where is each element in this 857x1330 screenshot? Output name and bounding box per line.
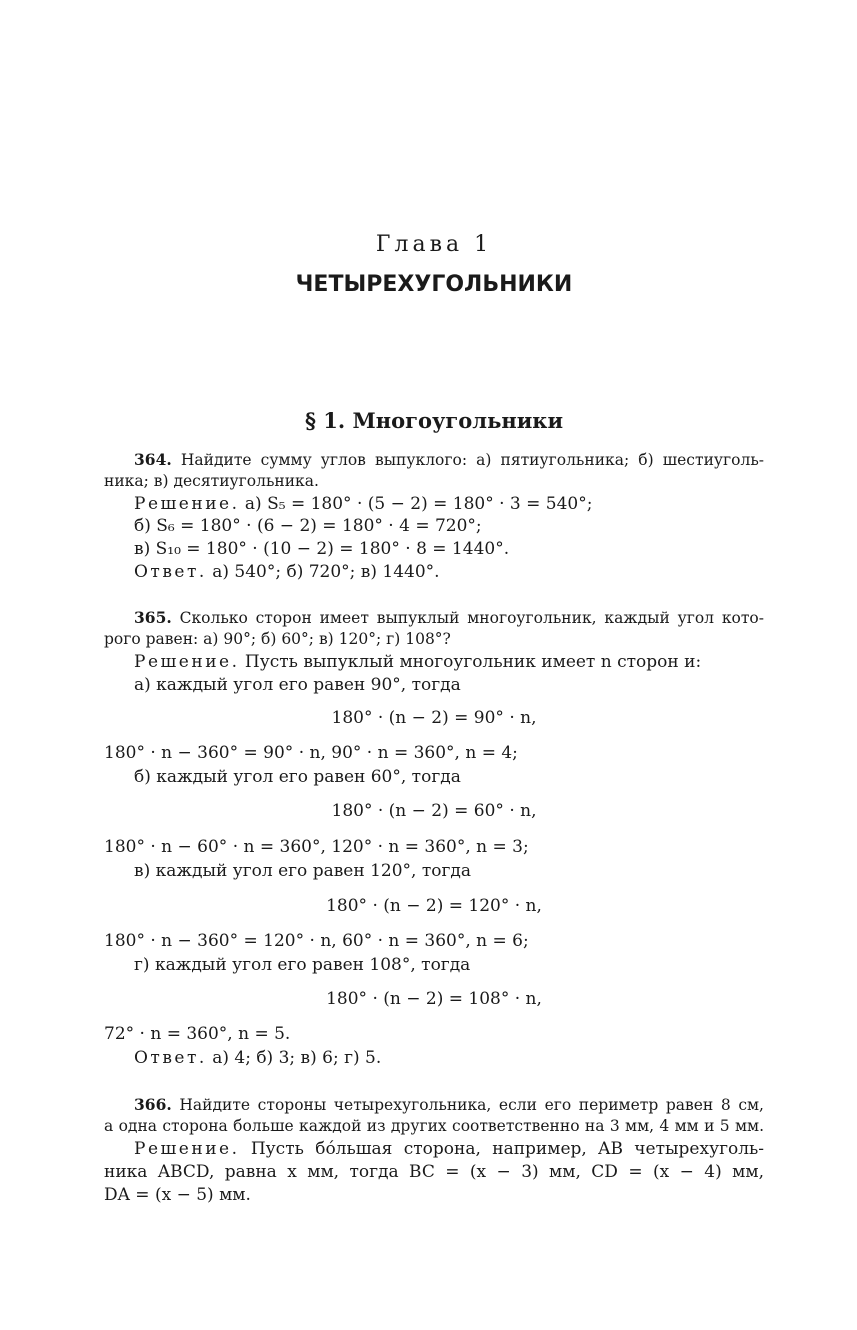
problem-365-result-a: 180° · n − 360° = 90° · n, 90° · n = 360°, n = 4; <box>104 743 518 763</box>
section-title: § 1. Многоугольники <box>304 408 564 433</box>
problem-365-result-d: 72° · n = 360°, n = 5. <box>104 1024 291 1044</box>
problem-365-number: 365. <box>134 608 172 627</box>
problem-366-solution-line1: Решение. Пусть бóльшая сторона, например, AB четырехуголь- <box>134 1139 765 1159</box>
problem-365-answer: Ответ. а) 4; б) 3; в) 6; г) 5. <box>134 1048 382 1068</box>
problem-366-task-line1: 366. Найдите стороны четырехугольника, если его периметр равен 8 см, <box>134 1095 764 1114</box>
chapter-label: Глава 1 <box>375 232 493 257</box>
problem-365-case-b: б) каждый угол его равен 60°, тогда <box>134 767 461 787</box>
problem-364-solution-c: в) S₁₀ = 180° · (10 − 2) = 180° · 8 = 1440°. <box>134 539 510 559</box>
problem-364-answer: Ответ. а) 540°; б) 720°; в) 1440°. <box>134 562 440 582</box>
problem-365-case-d: г) каждый угол его равен 108°, тогда <box>134 955 471 975</box>
problem-365-equation-b: 180° · (n − 2) = 60° · n, <box>331 801 537 821</box>
problem-366-number: 366. <box>134 1095 172 1114</box>
problem-365-result-c: 180° · n − 360° = 120° · n, 60° · n = 360°, n = 6; <box>104 931 529 951</box>
problem-365-equation-d: 180° · (n − 2) = 108° · n, <box>326 989 542 1009</box>
chapter-title: ЧЕТЫРЕХУГОЛЬНИКИ <box>295 272 573 297</box>
problem-365-equation-c: 180° · (n − 2) = 120° · n, <box>326 896 542 916</box>
problem-366-solution-line3: DA = (x − 5) мм. <box>104 1185 251 1205</box>
problem-365-task-line1: 365. Сколько сторон имеет выпуклый многоугольник, каждый угол кото- <box>134 608 764 627</box>
problem-364-task-line2: ника; в) десятиугольника. <box>104 472 319 490</box>
problem-365-result-b: 180° · n − 60° · n = 360°, 120° · n = 360°, n = 3; <box>104 837 529 857</box>
problem-365-equation-a: 180° · (n − 2) = 90° · n, <box>331 708 537 728</box>
book-page <box>104 0 764 1330</box>
problem-365-case-a: а) каждый угол его равен 90°, тогда <box>134 675 461 695</box>
problem-365-task-line2: рого равен: а) 90°; б) 60°; в) 120°; г) 108°? <box>104 630 451 648</box>
problem-364-solution-b: б) S₆ = 180° · (6 − 2) = 180° · 4 = 720°; <box>134 516 482 536</box>
problem-364-task-line1: 364. Найдите сумму углов выпуклого: а) пятиугольника; б) шестиуголь- <box>134 450 764 469</box>
problem-366-solution-line2: ника ABCD, равна x мм, тогда BC = (x − 3) мм, CD = (x − 4) мм, <box>104 1162 764 1182</box>
problem-364-number: 364. <box>134 450 172 469</box>
problem-366-task-line2: а одна сторона больше каждой из других соответственно на 3 мм, 4 мм и 5 мм. <box>104 1117 764 1135</box>
problem-365-solution-intro: Решение. Пусть выпуклый многоугольник имеет n сторон и: <box>134 652 702 672</box>
problem-364-solution-a: Решение. а) S₅ = 180° · (5 − 2) = 180° · 3 = 540°; <box>134 494 593 514</box>
problem-365-case-c: в) каждый угол его равен 120°, тогда <box>134 861 471 881</box>
